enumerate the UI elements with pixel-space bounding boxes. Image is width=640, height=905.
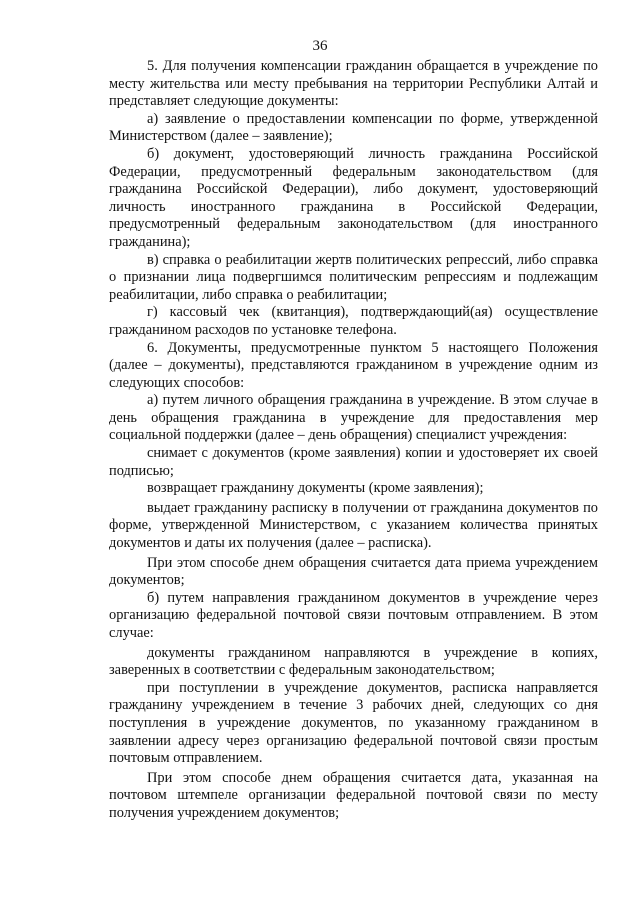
paragraph-5a: а) заявление о предоставлении компенсации по форме, утвержденной Министерством (далее – заявление); [109, 110, 598, 145]
paragraph-6b: б) путем направления гражданином документов в учреждение через организацию федеральной почтовой связи почтовым отправлением. В этом случае: [109, 589, 598, 641]
paragraph-5b: б) документ, удостоверяющий личность гражданина Российской Федерации, предусмотренный федеральным законодательством (для гражданина Российской Федерации), либо документ, удостоверяющий личность иностранного гражданина в Российской Федерации, предусмотренный федеральным законодательством (для иностранного гражданина); [109, 145, 598, 250]
paragraph-5: 5. Для получения компенсации гражданин обращается в учреждение по месту жительства или месту пребывания на территории Республики Алтай и представляет следующие документы: [109, 58, 598, 110]
body-text [109, 58, 598, 823]
paragraph-6a-date: При этом способе днем обращения считается дата приема учреждением документов; [109, 554, 598, 589]
paragraph-5g: г) кассовый чек (квитанция), подтверждающий(ая) осуществление гражданином расходов по установке телефона. [109, 304, 598, 338]
paragraph-6: 6. Документы, предусмотренные пунктом 5 настоящего Положения (далее – документы), представляются гражданином в учреждение одним из следующих способов: [109, 339, 598, 391]
paragraph-6a-copies: снимает с документов (кроме заявления) копии и удостоверяет их своей подписью; [109, 445, 598, 479]
page-number: 36 [312, 38, 328, 54]
paragraph-6b-copies: документы гражданином направляются в учреждение в копиях, заверенных в соответствии с федеральным законодательством; [109, 644, 598, 679]
paragraph-6a-return: возвращает гражданину документы (кроме заявления); [147, 480, 484, 497]
paragraph-6a-receipt: выдает гражданину расписку в получении от гражданина документов по форме, утвержденной Министерством, с указанием количества принятых документов и даты их получения (далее – расписка). [109, 499, 598, 552]
paragraph-5v: в) справка о реабилитации жертв политических репрессий, либо справка о признании лица подвергшимся политическим репрессиям и подлежащим реабилитации, либо справка о реабилитации; [109, 251, 598, 303]
paragraph-6b-receipt: при поступлении в учреждение документов, расписка направляется гражданину учреждением в течение 3 рабочих дней, следующих со дня поступления в учреждение документов, по указанному гражданином в заявлении адресу через организацию федеральной почтовой связи простым почтовым отправлением. [109, 679, 598, 767]
paragraph-6b-date: При этом способе днем обращения считается дата, указанная на почтовом штемпеле организации федеральной почтовой связи по месту получения учреждением документов; [109, 769, 598, 821]
paragraph-6a: а) путем личного обращения гражданина в учреждение. В этом случае в день обращения гражданина в учреждение для предоставления мер социальной поддержки (далее – день обращения) специалист учреждения: [109, 392, 598, 444]
